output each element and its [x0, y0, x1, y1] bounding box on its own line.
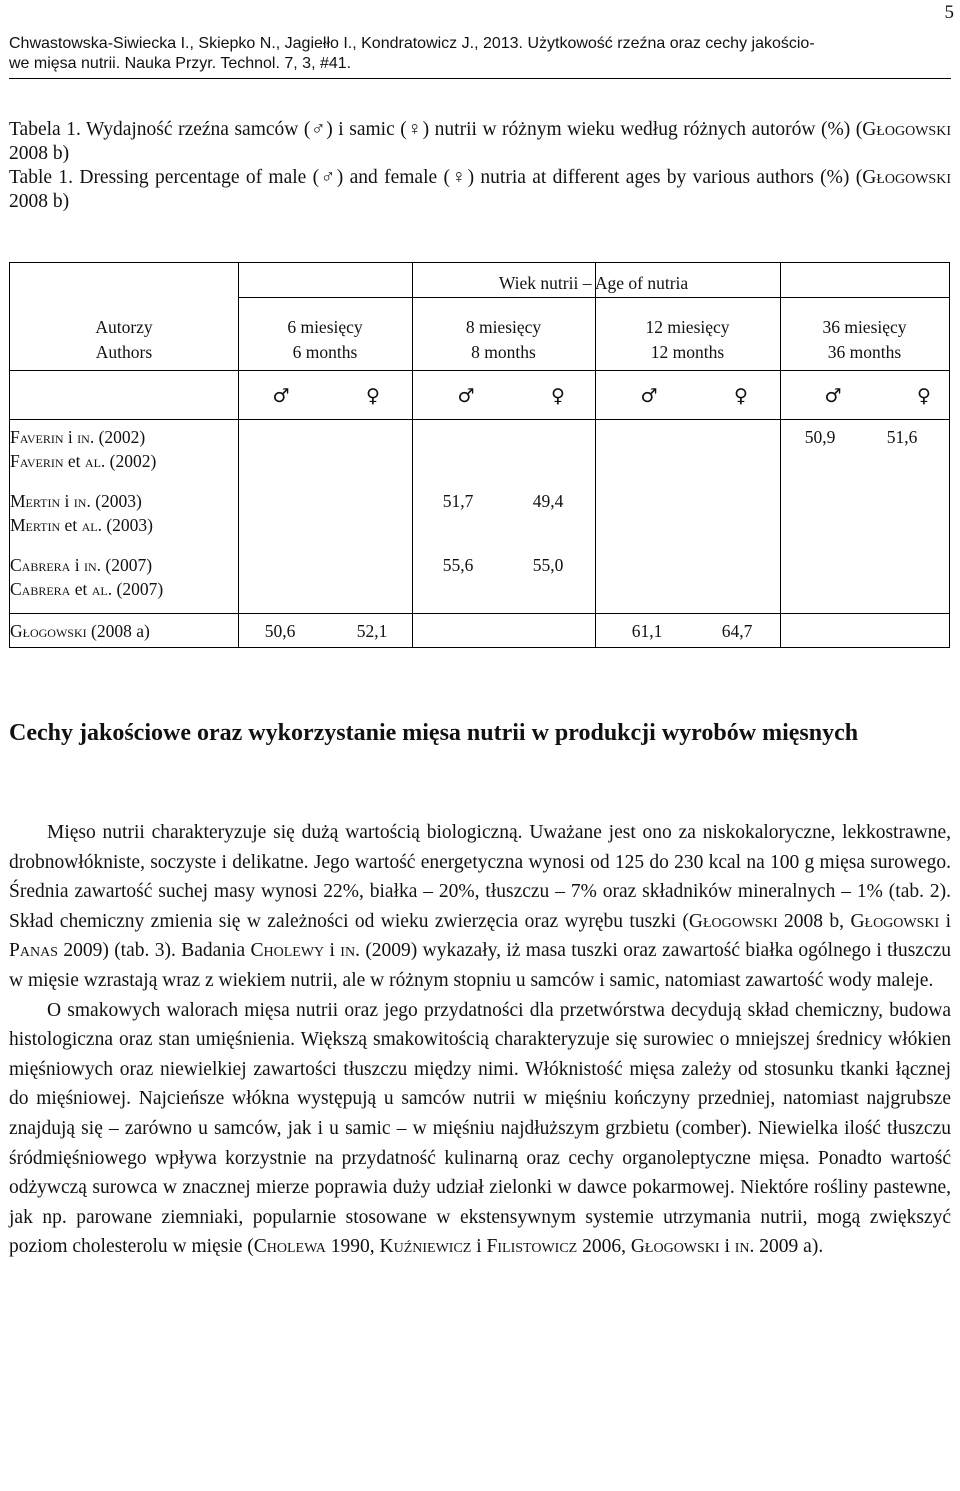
page-number: 5 — [944, 2, 954, 23]
header-age-8-pl: 8 miesięcy — [465, 317, 542, 337]
caption-en-text: Table 1. Dressing percentage of male (♂) and female (♀) nutria at different ages by various authors (%) ( — [9, 167, 863, 188]
body-text — [9, 818, 951, 1262]
table-cell: 51,6 — [886, 427, 918, 447]
header-age-6-en: 6 months — [292, 342, 358, 362]
dressing-percentage-table — [9, 262, 950, 648]
table-rule — [10, 613, 949, 614]
male-symbol: ♂ — [272, 385, 290, 407]
table-cell: 50,6 — [264, 621, 296, 641]
caption-en-author: Głogowski — [862, 167, 951, 188]
male-symbol: ♂ — [457, 385, 475, 407]
header-authors-pl: Autorzy — [95, 317, 153, 337]
table-rule — [10, 370, 949, 371]
table-row-author-en: Mertin et al. (2003) — [10, 515, 153, 535]
table-cell: 64,7 — [721, 621, 753, 641]
running-head-line-1: Chwastowska-Siwiecka I., Skiepko N., Jagiełło I., Kondratowicz J., 2013. Użytkowość rzeźna oraz cechy jakościo- — [9, 35, 815, 52]
header-age-6-pl: 6 miesięcy — [287, 317, 363, 337]
running-head-rule — [9, 78, 951, 79]
header-age-36-pl: 36 miesięcy — [822, 317, 907, 337]
male-symbol: ♂ — [640, 385, 658, 407]
table-caption-en — [9, 166, 951, 214]
caption-en-year: 2008 b) — [9, 191, 70, 212]
table-cell: 52,1 — [356, 621, 388, 641]
table-row-author: Mertin i in. (2003) — [10, 491, 142, 511]
header-authors-en: Authors — [95, 342, 153, 362]
table-cell: 61,1 — [631, 621, 663, 641]
header-age-12-pl: 12 miesięcy — [645, 317, 730, 337]
table-row-author: Faverin i in. (2002) — [10, 427, 146, 447]
female-symbol: ♀ — [734, 385, 748, 407]
table-cell: 49,4 — [532, 491, 564, 511]
table-row-author: Głogowski (2008 a) — [10, 621, 150, 641]
table-row-author-en: Faverin et al. (2002) — [10, 451, 157, 471]
table-caption-pl — [9, 118, 951, 166]
table-rule — [238, 297, 949, 298]
female-symbol: ♀ — [366, 385, 380, 407]
table-rule — [10, 419, 949, 420]
header-age-12-en: 12 months — [650, 342, 725, 362]
header-age-8-en: 8 months — [471, 342, 536, 362]
table-row-author-en: Cabrera et al. (2007) — [10, 579, 164, 599]
male-symbol: ♂ — [824, 385, 842, 407]
caption-pl-author: Głogowski — [862, 119, 951, 140]
table-cell: 51,7 — [442, 491, 474, 511]
section-heading: Cechy jakościowe oraz wykorzystanie mięsa nutrii w produkcji wyrobów mięsnych — [9, 720, 859, 746]
table-caption — [9, 118, 951, 214]
caption-pl-text: Tabela 1. Wydajność rzeźna samców (♂) i samic (♀) nutrii w różnym wieku według różnych autorów (%) ( — [9, 119, 863, 140]
paragraph: Mięso nutrii charakteryzuje się dużą wartością biologiczną. Uważane jest ono za niskokaloryczne, lekkostrawne, drobnowłókniste, soczyste i delikatne. Jego wartość energetyczna wynosi od 125 do 230 kcal na 100 g mięsa surowego. Średnia zawartość suchej masy wynosi 22%, białka – 20%, tłuszczu – 7% oraz składników mineralnych – 1% (tab. 2). Skład chemiczny zmienia się w zależności od wieku zwierzęcia oraz wyrębu tuszki (Głogowski 2008 b, Głogowski i Panas 2009) (tab. 3). Badania Cholewy i in. (2009) wykazały, iż masa tuszki oraz zawartość białka ogólnego i tłuszczu w mięsie wzrastają wraz z wiekiem nutrii, ale w różnym stopniu u samców i samic, natomiast zawartość wody maleje. — [9, 822, 952, 991]
running-head — [9, 34, 939, 79]
header-age-36-en: 36 months — [827, 342, 902, 362]
table-cell: 55,0 — [532, 555, 564, 575]
running-head-line-2: we mięsa nutrii. Nauka Przyr. Technol. 7, 3, #41. — [9, 55, 352, 72]
female-symbol: ♀ — [917, 385, 931, 407]
caption-pl-year: 2008 b) — [9, 143, 70, 164]
table-cell: 55,6 — [442, 555, 474, 575]
header-age: Wiek nutrii – Age of nutria — [498, 273, 689, 293]
female-symbol: ♀ — [551, 385, 565, 407]
paragraph: O smakowych walorach mięsa nutrii oraz jego przydatności dla przetwórstwa decydują skład chemiczny, budowa histologiczna oraz stan umięśnienia. Większą smakowitością charakteryzuje się surowiec o mniejszej średnicy włókien mięśniowych oraz niewielkiej zawartości tłuszczu między nimi. Włóknistość mięsa zależy od stosunku tkanki łącznej do mięśniowej. Najcieńsze włókna występują u samców nutrii w mięśniu kończyny przedniej, natomiast najgrubsze znajdują się – zarówno u samców, jak i u samic – w mięśniu najdłuższym grzbietu (comber). Niewielka ilość tłuszczu śródmięśniowego wpływa korzystnie na przydatność kulinarną oraz cechy organoleptyczne mięsa. Ponadto wartość odżywczą surowca w znacznej mierze poprawia duży udział zielonki w dawce pokarmowej. Niektóre rośliny pastewne, jak np. parowane ziemniaki, popularnie stosowane w ekstensywnym systemie utrzymania nutrii, mogą zwiększyć poziom cholesterolu w mięsie (Cholewa 1990, Kuźniewicz i Filistowicz 2006, Głogowski i in. 2009 a). — [9, 999, 951, 1258]
table-cell: 50,9 — [804, 427, 836, 447]
table-row-author: Cabrera i in. (2007) — [10, 555, 153, 575]
